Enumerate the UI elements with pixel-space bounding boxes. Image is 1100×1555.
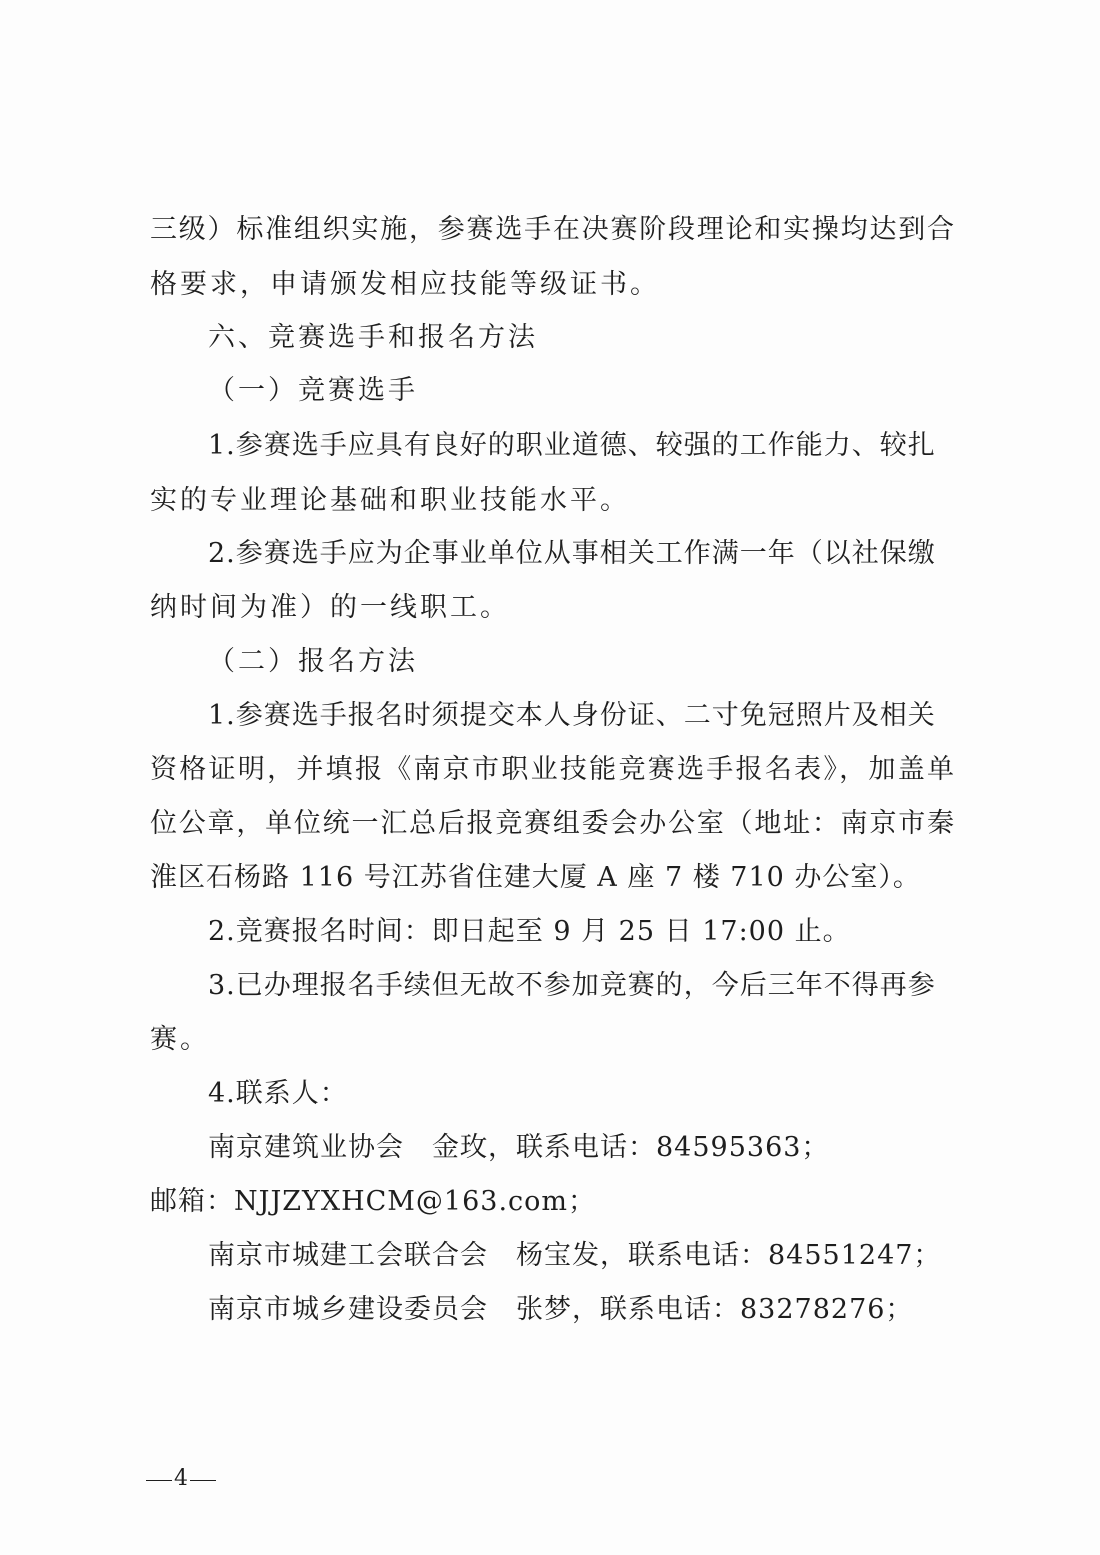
body-line-12: 位公章，单位统一汇总后报竞赛组委会办公室（地址：南京市秦 <box>150 808 955 839</box>
section-heading-6: 六、竞赛选手和报名方法 <box>208 322 538 353</box>
body-line-16: 赛。 <box>150 1024 210 1055</box>
contacts-heading: 4.联系人： <box>208 1078 348 1109</box>
footer-dash-left <box>146 1480 172 1481</box>
body-line-7: 2.参赛选手应为企事业单位从事相关工作满一年（以社保缴 <box>208 538 936 569</box>
page-number: 4 <box>174 1466 188 1491</box>
body-line-15: 3.已办理报名手续但无故不参加竞赛的，今后三年不得再参 <box>208 970 936 1001</box>
body-line-8: 纳时间为准）的一线职工。 <box>150 592 510 623</box>
footer-dash-right <box>190 1480 216 1481</box>
body-line-11: 资格证明，并填报《南京市职业技能竞赛选手报名表》，加盖单 <box>150 754 955 785</box>
contact-line-2: 南京市城建工会联合会 杨宝发，联系电话：84551247； <box>208 1240 942 1271</box>
body-line-2: 格要求，申请颁发相应技能等级证书。 <box>150 269 660 300</box>
contact-line-3: 南京市城乡建设委员会 张梦，联系电话：83278276； <box>208 1294 914 1325</box>
body-line-1: 三级）标准组织实施，参赛选手在决赛阶段理论和实操均达到合 <box>150 214 955 245</box>
body-line-14: 2.竞赛报名时间：即日起至 9 月 25 日 17:00 止。 <box>208 916 851 947</box>
subsection-heading-2: （二）报名方法 <box>208 646 418 677</box>
body-line-6: 实的专业理论基础和职业技能水平。 <box>150 485 630 516</box>
body-line-5: 1.参赛选手应具有良好的职业道德、较强的工作能力、较扎 <box>208 430 936 461</box>
page-footer <box>146 1465 216 1493</box>
subsection-heading-1: （一）竞赛选手 <box>208 375 418 406</box>
body-line-10: 1.参赛选手报名时须提交本人身份证、二寸免冠照片及相关 <box>208 700 936 731</box>
body-line-13: 淮区石杨路 116 号江苏省住建大厦 A 座 7 楼 710 办公室）。 <box>150 862 921 893</box>
contact-email: 邮箱：NJJZYXHCM@163.com； <box>150 1186 597 1217</box>
contact-line-1: 南京建筑业协会 金玫，联系电话：84595363； <box>208 1132 830 1163</box>
